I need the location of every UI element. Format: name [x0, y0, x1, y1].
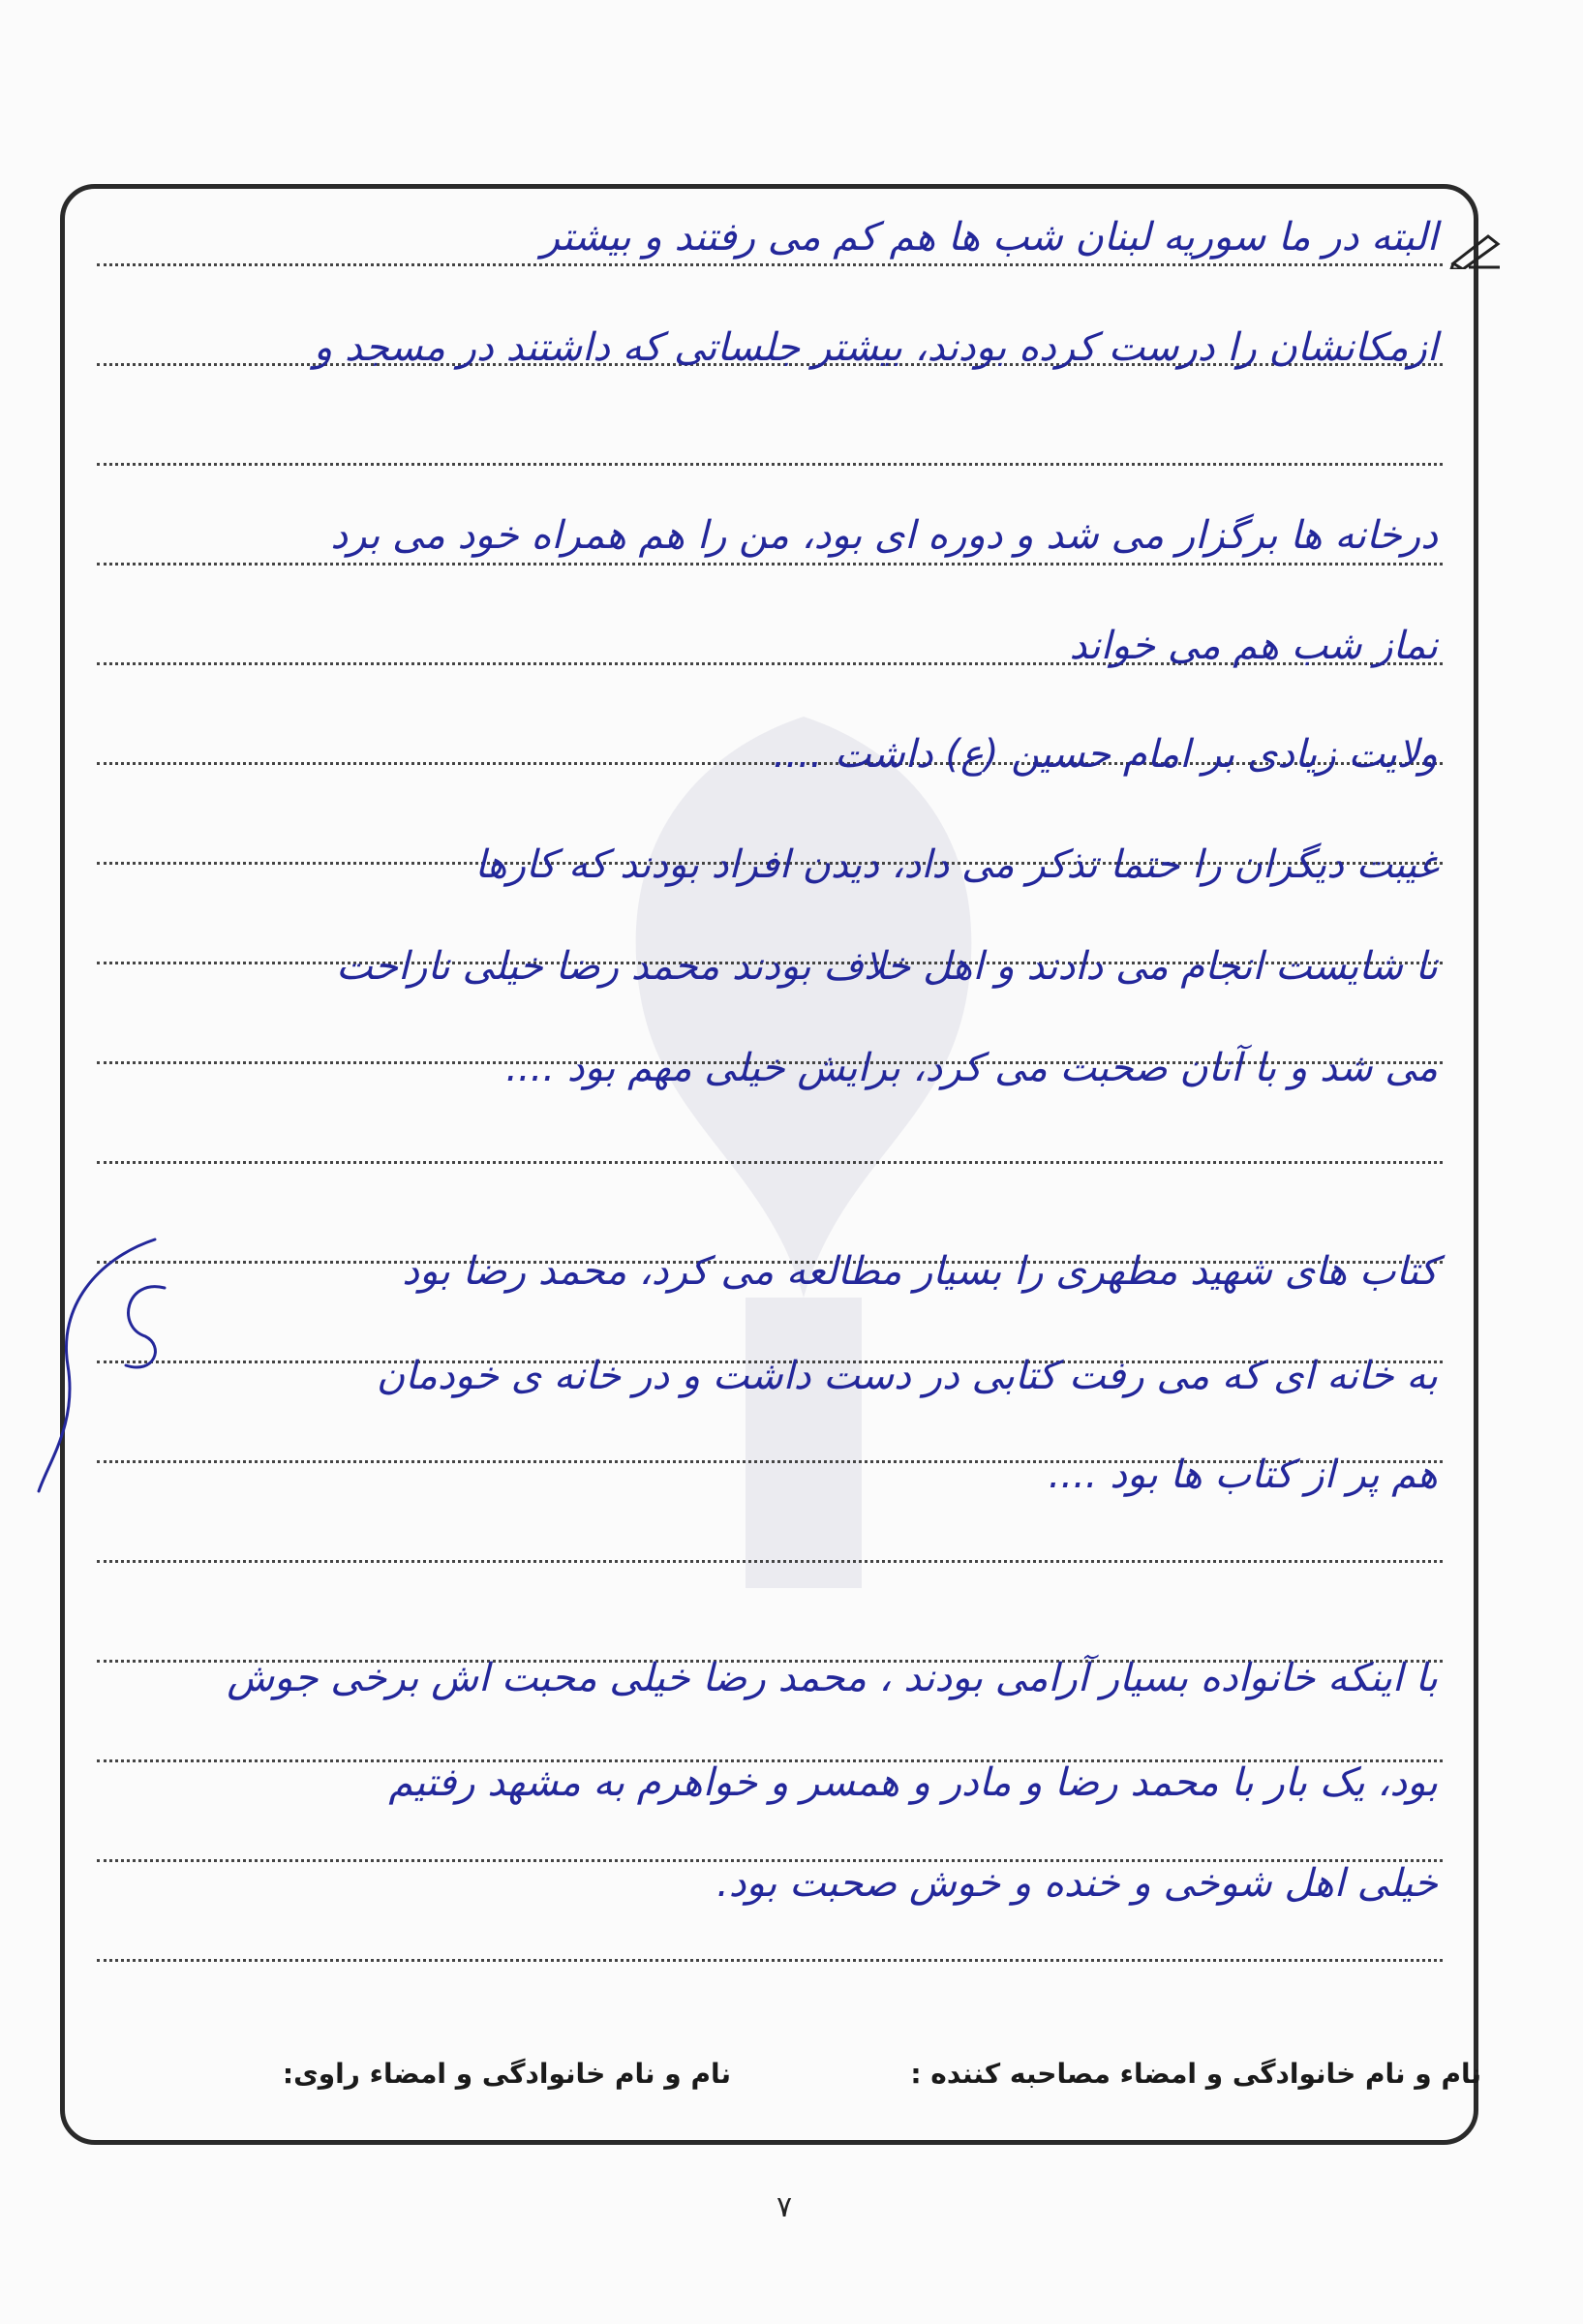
ruled-line	[97, 1959, 1443, 1962]
narrator-signature-label: نام و نام خانوادگی و امضاء راوی:	[282, 2058, 731, 2090]
handwritten-line: به خانه ای که می رفت کتابی در دست داشت و در خانه ی خودمان	[376, 1354, 1438, 1398]
interviewer-signature-label: نام و نام خانوادگی و امضاء مصاحبه کننده :	[910, 2058, 1481, 2090]
pen-icon	[1449, 230, 1504, 269]
handwritten-line: هم پر از کتاب ها بود ....	[1048, 1452, 1438, 1497]
handwritten-line: البته در ما سوریه لبنان شب ها هم کم می رفتند و بیشتر	[540, 215, 1438, 260]
ruled-line	[97, 1560, 1443, 1563]
handwritten-line: بود، یک بار با محمد رضا و مادر و همسر و خواهرم به مشهد رفتیم	[388, 1760, 1438, 1805]
margin-scribble	[19, 1220, 174, 1511]
page-number: ۷	[776, 2190, 793, 2224]
ruled-line	[97, 1161, 1443, 1164]
handwritten-line: خیلی اهل شوخی و خنده و خوش صحبت بود.	[716, 1861, 1438, 1906]
ruled-line	[97, 463, 1443, 466]
handwritten-line: ازمکانشان را درست کرده بودند، بیشتر جلساتی که داشتند در مسجد و	[313, 325, 1438, 370]
handwritten-line: با اینکه خانواده بسیار آرامی بودند ، محمد رضا خیلی محبت اش برخی جوش	[227, 1656, 1438, 1700]
handwritten-line: نماز شب هم می خواند	[1069, 624, 1438, 668]
handwritten-line: درخانه ها برگزار می شد و دوره ای بود، من را هم همراه خود می برد	[330, 513, 1438, 558]
handwritten-line: نا شایست انجام می دادند و اهل خلاف بودند محمد رضا خیلی ناراحت	[336, 944, 1438, 989]
handwritten-line: کتاب های شهید مطهری را بسیار مطالعه می کرد، محمد رضا بود	[402, 1249, 1438, 1294]
handwritten-line: می شد و با آنان صحبت می کرد، برایش خیلی مهم بود ....	[505, 1046, 1438, 1090]
handwritten-line: ولایت زیادی بر امام حسین (ع) داشت ....	[773, 732, 1438, 777]
handwritten-line: غیبت دیگران را حتما تذکر می داد، دیدن افراد بودند که کارها	[474, 842, 1438, 887]
